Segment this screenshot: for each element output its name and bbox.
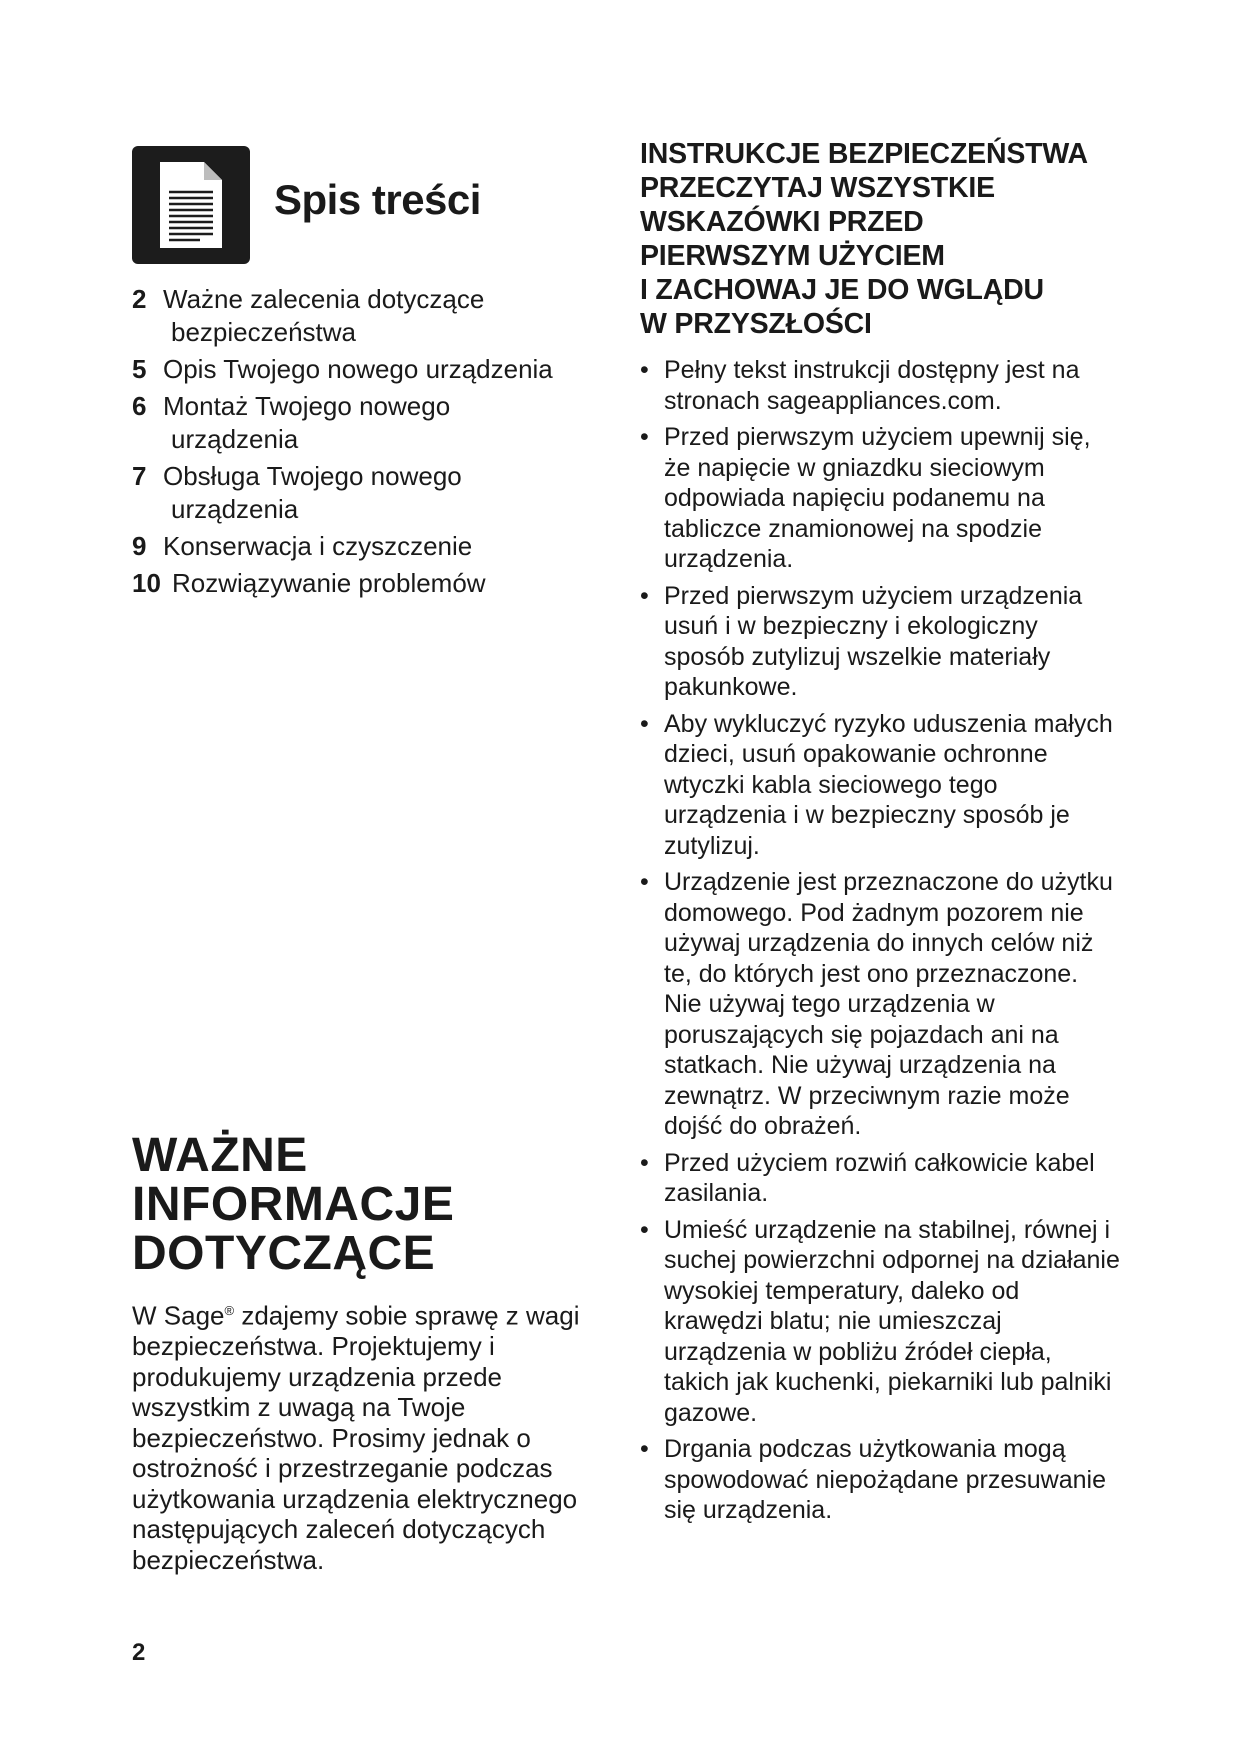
toc-icon-box (132, 146, 250, 264)
toc-item-label: Konserwacja i czyszczenie (163, 531, 473, 561)
toc-item[interactable] (132, 390, 602, 456)
registered-mark: ® (224, 1303, 235, 1318)
toc-item-page: 2 (132, 284, 147, 314)
toc-item[interactable] (132, 460, 602, 526)
heading-line: INSTRUKCJE BEZPIECZEŃSTWA (640, 138, 1088, 170)
toc-item[interactable] (132, 283, 602, 349)
bullet-icon: • (640, 1215, 649, 1244)
heading-line: I ZACHOWAJ JE DO WGLĄDU (640, 274, 1044, 306)
toc-item[interactable] (132, 530, 602, 563)
document-icon (156, 160, 226, 250)
bullet-icon: • (640, 868, 649, 896)
list-item-text: Urządzenie jest przeznaczone do użytku domowego. Pod żadnym pozorem nie używaj urządzenia do innych celów niż te, do których jest ono przeznaczone. Nie używaj tego urządzenia w poruszających się pojazdach ani na statkach. Nie używaj urządzenia na zewnątrz. W przeciwnym razie może dojść do obrażeń. (664, 868, 1113, 1140)
heading-line: WSKAZÓWKI PRZED (640, 206, 924, 238)
page-number: 2 (132, 1639, 146, 1666)
safety-heading (640, 137, 1120, 341)
toc-item-label-continued: urządzenia (171, 424, 299, 454)
list-item (640, 581, 1120, 703)
list-item-text: Aby wykluczyć ryzyko uduszenia małych dzieci, usuń opakowanie ochronne wtyczki kabla sieciowego tego urządzenia i w bezpieczny sposób je zutylizuj. (664, 709, 1113, 860)
toc-title: Spis treści (274, 176, 481, 223)
heading-line: PIERWSZYM UŻYCIEM (640, 240, 945, 272)
list-item (640, 1148, 1120, 1209)
list-item (640, 709, 1120, 862)
safety-column (640, 137, 1120, 1532)
toc-item-label: Montaż Twojego nowego (163, 391, 451, 421)
list-item-text: Przed użyciem rozwiń całkowicie kabel zasilania. (664, 1148, 1095, 1207)
safety-list (640, 355, 1120, 1526)
table-of-contents (132, 283, 602, 604)
bullet-icon: • (640, 1148, 649, 1177)
bullet-icon: • (640, 709, 649, 738)
toc-item-label: Rozwiązywanie problemów (172, 568, 486, 598)
list-item-text: Przed pierwszym użyciem urządzenia usuń i w bezpieczny i ekologiczny sposób zutylizuj wszelkie materiały pakunkowe. (664, 581, 1083, 701)
list-item-text: Pełny tekst instrukcji dostępny jest na stronach sageappliances.com. (664, 356, 1080, 415)
heading-line: INFORMACJE (132, 1178, 455, 1231)
toc-item-page: 6 (132, 391, 147, 421)
bullet-icon: • (640, 423, 649, 451)
intro-paragraph (132, 1296, 622, 1575)
list-item (640, 1215, 1120, 1429)
bullet-icon: • (640, 581, 649, 610)
list-item-text: Drgania podczas użytkowania mogą spowodować niepożądane przesuwanie się urządzenia. (664, 1435, 1106, 1524)
heading-line: PRZECZYTAJ WSZYSTKIE (640, 172, 995, 204)
list-item-text: Przed pierwszym użyciem upewnij się, że napięcie w gniazdku sieciowym odpowiada napięciu podanemu na tabliczce znamionowej na spodzie urządzenia. (664, 423, 1091, 573)
list-item (640, 422, 1120, 575)
toc-item-page: 5 (132, 354, 147, 384)
list-item-text: Umieść urządzenie na stabilnej, równej i suchej powierzchni odpornej na działanie wysokiej temperatury, daleko od krawędzi blatu; nie umieszczaj urządzenia w pobliżu źródeł ciepła, takich jak kuchenki, piekarniki lub palniki gazowe. (664, 1215, 1120, 1427)
toc-item[interactable] (132, 567, 602, 600)
toc-item-label-continued: bezpieczeństwa (171, 317, 356, 347)
bullet-icon: • (640, 1435, 649, 1463)
heading-line: WAŻNE (132, 1129, 308, 1182)
intro-text: zdajemy sobie sprawę z wagi bezpieczeństwa. Projektujemy i produkujemy urządzenia przede wszystkim z uwagą na Twoje bezpieczeństwo. Prosimy jednak o ostrożność i przestrzeganie podczas użytkowania urządzenia elektrycznego następujących zaleceń dotyczących bezpieczeństwa. (132, 1300, 580, 1575)
toc-item-page: 10 (132, 568, 161, 598)
toc-item-label: Obsługa Twojego nowego (163, 461, 462, 491)
toc-item-label: Ważne zalecenia dotyczące (163, 284, 485, 314)
heading-line: W PRZYSZŁOŚCI (640, 308, 872, 340)
toc-item-label: Opis Twojego nowego urządzenia (163, 354, 553, 384)
list-item (640, 1434, 1120, 1526)
bullet-icon: • (640, 356, 649, 384)
toc-item[interactable] (132, 353, 602, 386)
list-item (640, 867, 1120, 1142)
toc-item-page: 7 (132, 461, 147, 491)
intro-brand: W Sage (132, 1300, 225, 1331)
toc-item-label-continued: urządzenia (171, 494, 299, 524)
list-item (640, 355, 1120, 416)
toc-item-page: 9 (132, 531, 147, 561)
heading-line: DOTYCZĄCE (132, 1227, 436, 1280)
important-info-heading (132, 1131, 454, 1278)
